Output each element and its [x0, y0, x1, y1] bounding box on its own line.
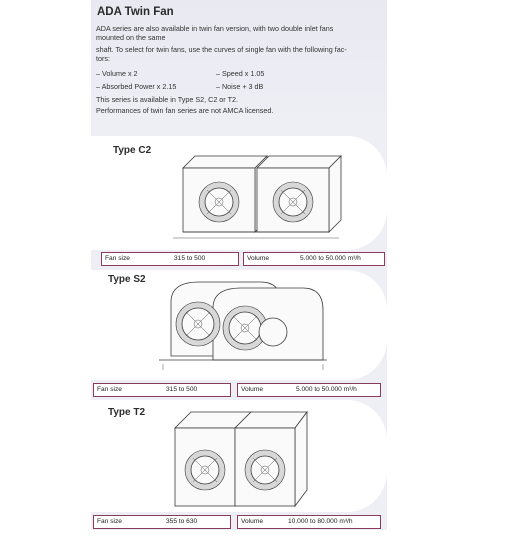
intro-line: shaft. To select for twin fans, use the curves of single fan with the following fac-	[96, 45, 347, 54]
page-title: ADA Twin Fan	[97, 6, 174, 18]
volume-label: Volume	[247, 255, 269, 262]
intro-line: ADA series are also available in twin fan version, with two double inlet fans	[96, 24, 334, 33]
volume-value: 5.000 to 50.000 m³/h	[300, 255, 361, 262]
section-type-t2	[91, 400, 387, 530]
catalog-page	[91, 0, 387, 536]
type-label: Type S2	[108, 274, 146, 285]
fan-c2-illustration	[163, 138, 363, 246]
intro-line: mounted on the same	[96, 33, 166, 42]
type-label: Type C2	[113, 145, 152, 156]
spec-row	[91, 252, 387, 266]
fan-size-box	[101, 252, 239, 266]
fan-t2-illustration	[169, 406, 309, 512]
volume-label: Volume	[241, 386, 263, 393]
intro-line: tors:	[96, 54, 110, 63]
volume-box	[243, 252, 385, 266]
intro-block	[91, 0, 387, 128]
intro-line: This series is available in Type S2, C2 or T2.	[96, 95, 238, 104]
volume-value: 10.000 to 80.000 m³/h	[288, 518, 353, 525]
fan-size-label: Fan size	[105, 255, 130, 262]
factor-volume: – Volume x 2	[96, 69, 138, 78]
volume-box	[237, 383, 381, 397]
spec-row	[91, 515, 387, 529]
volume-label: Volume	[241, 518, 263, 525]
volume-value: 5.000 to 50.000 m³/h	[296, 386, 357, 393]
fan-size-value: 315 to 500	[166, 386, 198, 393]
factor-noise: – Noise + 3 dB	[216, 82, 264, 91]
intro-line: Performances of twin fan series are not AMCA licensed.	[96, 106, 274, 115]
section-type-c2	[91, 128, 387, 270]
fan-size-label: Fan size	[97, 518, 122, 525]
fan-size-value: 315 to 500	[174, 255, 206, 262]
volume-box	[237, 515, 381, 529]
fan-size-value: 355 to 630	[166, 518, 198, 525]
section-type-s2	[91, 270, 387, 400]
factor-power: – Absorbed Power x 2.15	[96, 82, 177, 91]
type-label: Type T2	[108, 407, 146, 418]
fan-s2-illustration	[153, 274, 333, 370]
fan-size-label: Fan size	[97, 386, 122, 393]
fan-size-box	[93, 383, 231, 397]
spec-row	[91, 383, 387, 397]
fan-size-box	[93, 515, 231, 529]
factor-speed: – Speed x 1.05	[216, 69, 265, 78]
